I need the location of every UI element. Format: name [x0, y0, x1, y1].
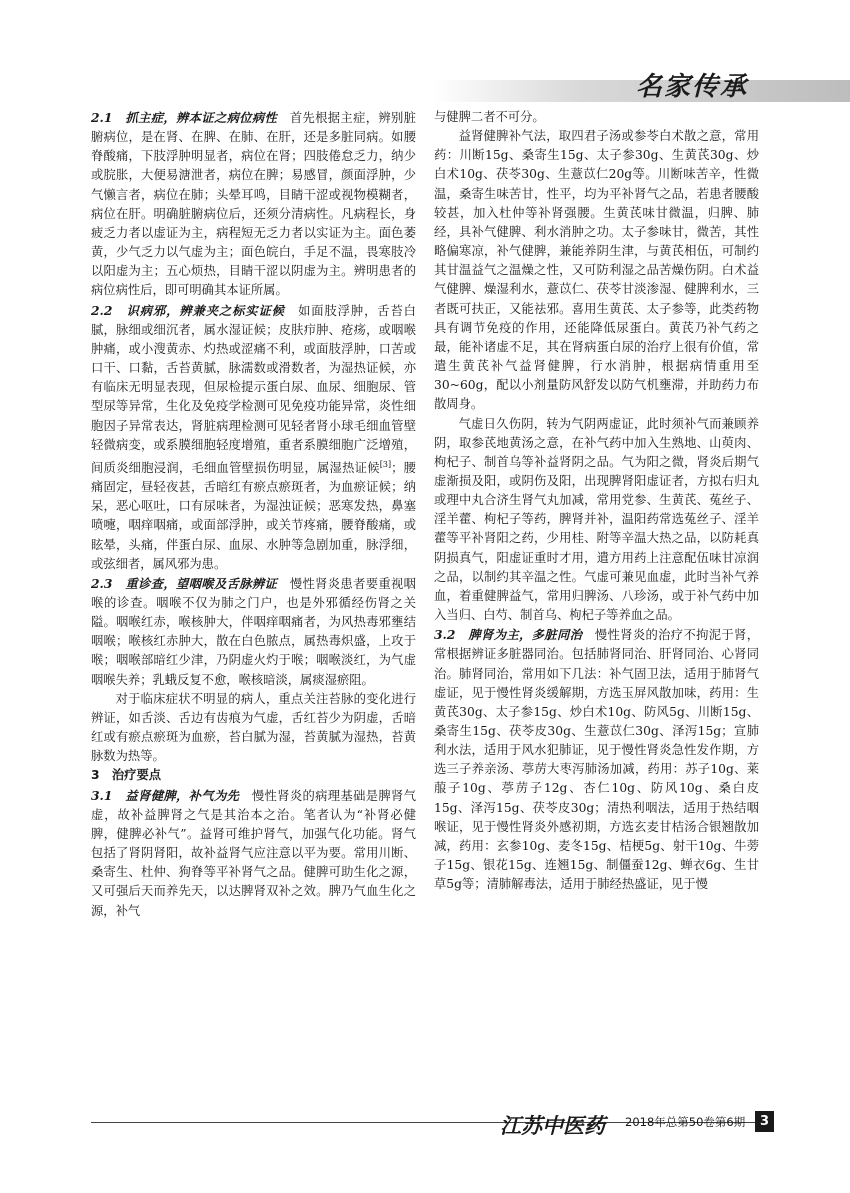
section-2-1-text: 首先根据主症，辨别脏腑病位，是在肾、在脾、在肺、在肝，还是多脏同病。如腰脊酸痛，下肢浮肿明显者，病位在肾；四肢倦怠乏力，纳少或脘胀，大便易溏泄者，病位在脾；易感冒，颜面浮肿，少气懒言者，病位在肺；头晕耳鸣，目睛干涩或视物模糊者，病位在肝。明确脏腑病位后，还须分清病性。凡病程长，身疲乏力者以虚证为主，病程短无乏力者以实证为主。面色萎黄，少气乏力以气虚为主；面色皖白，手足不温，畏寒肢冷以阳虚为主；五心烦热，目睛干涩以阴虚为主。辨明患者的病位病性后，即可明确其本证所属。 — [91, 111, 416, 298]
section-2-1-heading: 2.1 抓主症，辨本证之病位病性 — [91, 110, 278, 125]
right-column — [434, 108, 759, 894]
section-3-2-heading: 3.2 脾肾为主，多脏同治 — [434, 627, 583, 643]
journal-logo: 江苏中医药 — [500, 1113, 605, 1138]
paragraph-continued: 与健脾二者不可分。 — [434, 110, 545, 124]
paragraph-3-2 — [434, 625, 759, 894]
column-title: 名家传承 — [636, 72, 749, 102]
page-number: 3 — [755, 1111, 774, 1132]
section-2-3-heading: 2.3 重诊查，望咽喉及舌脉辨证 — [91, 575, 278, 591]
section-3-heading: 3 治疗要点 — [91, 768, 162, 783]
paragraph-tongue-pulse: 对于临床症状不明显的病人，重点关注苔脉的变化进行辨证，如舌淡、舌边有齿痕为气虚，舌红苔少为阴虚，舌暗红或有瘀点瘀斑为血瘀，苔白腻为湿，苔黄腻为湿热，苔黄脉数为热等。 — [91, 691, 416, 764]
section-3-2-text: 慢性肾炎的治疗不拘泥于肾，常根据辨证多脏器同治。包括肺肾同治、肝肾同治、心肾同治。肺肾同治，常用如下几法：补气固卫法，适用于肺肾气虚证，见于慢性肾炎缓解期，方选玉屏风散加味，药用：生黄芪30g、太子参15g、炒白术10g、防风5g、川断15g、桑寄生15g、茯苓皮30g、生薏苡仁30g、泽泻15g；宣肺利水法，适用于风水犯肺证，见于慢性肾炎急性发作期，方选三子养亲汤、葶苈大枣泻肺汤加减，药用：苏子10g、莱菔子10g、葶苈子12g、杏仁10g、防风10g、桑白皮15g、泽泻15g、茯苓皮30g；清热利咽法，适用于热结咽喉证，见于慢性肾炎外感初期，方选玄麦甘桔汤合银翘散加减，药用：玄参10g、麦冬15g、桔梗5g、射干10g、牛蒡子15g、银花15g、连翘15g、制僵蚕12g、蝉衣6g、生甘草5g等；清肺解毒法，适用于肺经热盛证，见于慢 — [434, 628, 759, 892]
section-2-2-heading: 2.2 识病邪，辨兼夹之标实证候 — [91, 302, 285, 318]
section-2-2-text-continued: ；腰痛固定，昼轻夜甚，舌暗红有瘀点瘀斑者，为血瘀证候；纳呆，恶心呕吐，口有尿味者，为湿浊证候；恶寒发热，鼻塞喷嚏，咽痒咽痛，或面部浮肿，或关节疼痛，腰脊酸痛，或眩晕，头痛，伴蛋白尿、血尿、水肿等急剧加重，脉浮细，或弦细者，属风邪为患。 — [91, 460, 416, 571]
paragraph-2-2 — [91, 301, 416, 574]
paragraph-yishen-jianpi: 益肾健脾补气法，取四君子汤或参苓白术散之意，常用药：川断15g、桑寄生15g、太子参30g、生黄芪30g、炒白术10g、茯苓30g、生薏苡仁20g等。川断味苦辛，性微温，桑寄生味苦甘，性平，均为平补肾气之品，若患者腰酸较甚，加入杜仲等补肾强腰。生黄芪味甘微温，归脾、肺经，具补气健脾、利水消肿之功。太子参味甘，微苦，其性略偏寒凉，补气健脾，兼能养阴生津，与黄芪相伍，可制约其甘温益气之温燥之性，又可防利湿之品苦燥伤阴。白术益气健脾、燥湿利水，薏苡仁、茯苓甘淡渗湿、健脾利水，三者既可扶正，又能祛邪。喜用生黄芪、太子参等，此类药物具有调节免疫的作用，还能降低尿蛋白。黄芪乃补气药之最，能补诸虚不足，其在肾病蛋白尿的治疗上很有价值，常遣生黄芪补气益肾健脾，行水消肿，根据病情重用至30~60g，配以小剂量防风舒发以防气机壅滞，并助药力布散周身。 — [434, 129, 759, 412]
left-column — [91, 108, 416, 921]
section-3-1-text: 慢性肾炎的病理基础是脾肾气虚，故补益脾肾之气是其治本之治。笔者认为“补肾必健脾，健脾必补气”。益肾可维护肾气，加强气化功能。肾气包括了肾阴肾阳，故补益肾气应注意以平为要。常用川断、桑寄生、杜仲、狗脊等平补肾气之品。健脾可助生化之源，又可强后天而养先天，以达脾肾双补之效。脾乃气血生化之源，补气 — [91, 788, 416, 918]
paragraph-2-3 — [91, 574, 416, 690]
section-2-2-text: 如面肢浮肿，舌苔白腻，脉细或细沉者，属水湿证候；皮肤疖肿、疮疡，或咽喉肿痛，或小溲黄赤、灼热或涩痛不利，或面肢浮肿，口苦或口干、口黏，舌苔黄腻，脉濡数或滑数者，为湿热证候，亦有临床无明显表现，但尿检提示蛋白尿、血尿、细胞尿、管型尿等异常，生化及免疫学检测可见免疫功能异常，炎性细胞因子异常表达，肾脏病理检测可见轻者肾小球毛细血管壁轻微病变，或系膜细胞轻度增殖，重者系膜细胞广泛增殖，间质炎细胞浸润，毛细血管壁损伤明显，属湿热证候 — [91, 303, 416, 475]
paragraph-qi-yin: 气虚日久伤阴，转为气阴两虚证，此时须补气而兼顾养阴，取参芪地黄汤之意，在补气药中加入生熟地、山萸肉、枸杞子、制首乌等补益肾阴之品。气为阳之微，肾炎后期气虚渐损及阳，或阴伤及阳，出现脾肾阳虚证者，方拟右归丸或理中丸合济生肾气丸加减，常用党参、生黄芪、菟丝子、淫羊藿、枸杞子等药，脾肾并补，温阳药常选菟丝子、淫羊藿等平补肾阳之药，少用桂、附等辛温大热之品，以防耗真阴损真气，阳虚证重时才用，遣方用药上注意配伍味甘凉润之品，以制约其辛温之性。气虚可兼见血虚，此时当补气养血，着重健脾益气，常用归脾汤、八珍汤，或于补气药中加入当归、白芍、制首乌、枸杞子等养血之品。 — [434, 416, 759, 623]
section-2-3-text: 慢性肾炎患者要重视咽喉的诊查。咽喉不仅为肺之门户，也是外邪循经伤肾之关隘。咽喉红赤，喉核肿大，伴咽痒咽痛者，为风热毒邪壅结咽喉；喉核红赤肿大，散在白色脓点，属热毒炽盛，上攻于喉；咽喉部暗红少津，乃阴虚火灼于喉；咽喉淡红，为气虚咽喉失养；乳蛾反复不愈，喉核暗淡，属痰湿瘀阻。 — [91, 576, 416, 687]
section-3-1-heading: 3.1 益肾健脾，补气为先 — [91, 787, 240, 803]
journal-issue-info: 2018年总第50卷第6期 — [625, 1115, 746, 1129]
paragraph-2-1 — [91, 108, 416, 301]
citation-ref: [3] — [379, 459, 392, 469]
paragraph-3-1 — [91, 786, 416, 921]
